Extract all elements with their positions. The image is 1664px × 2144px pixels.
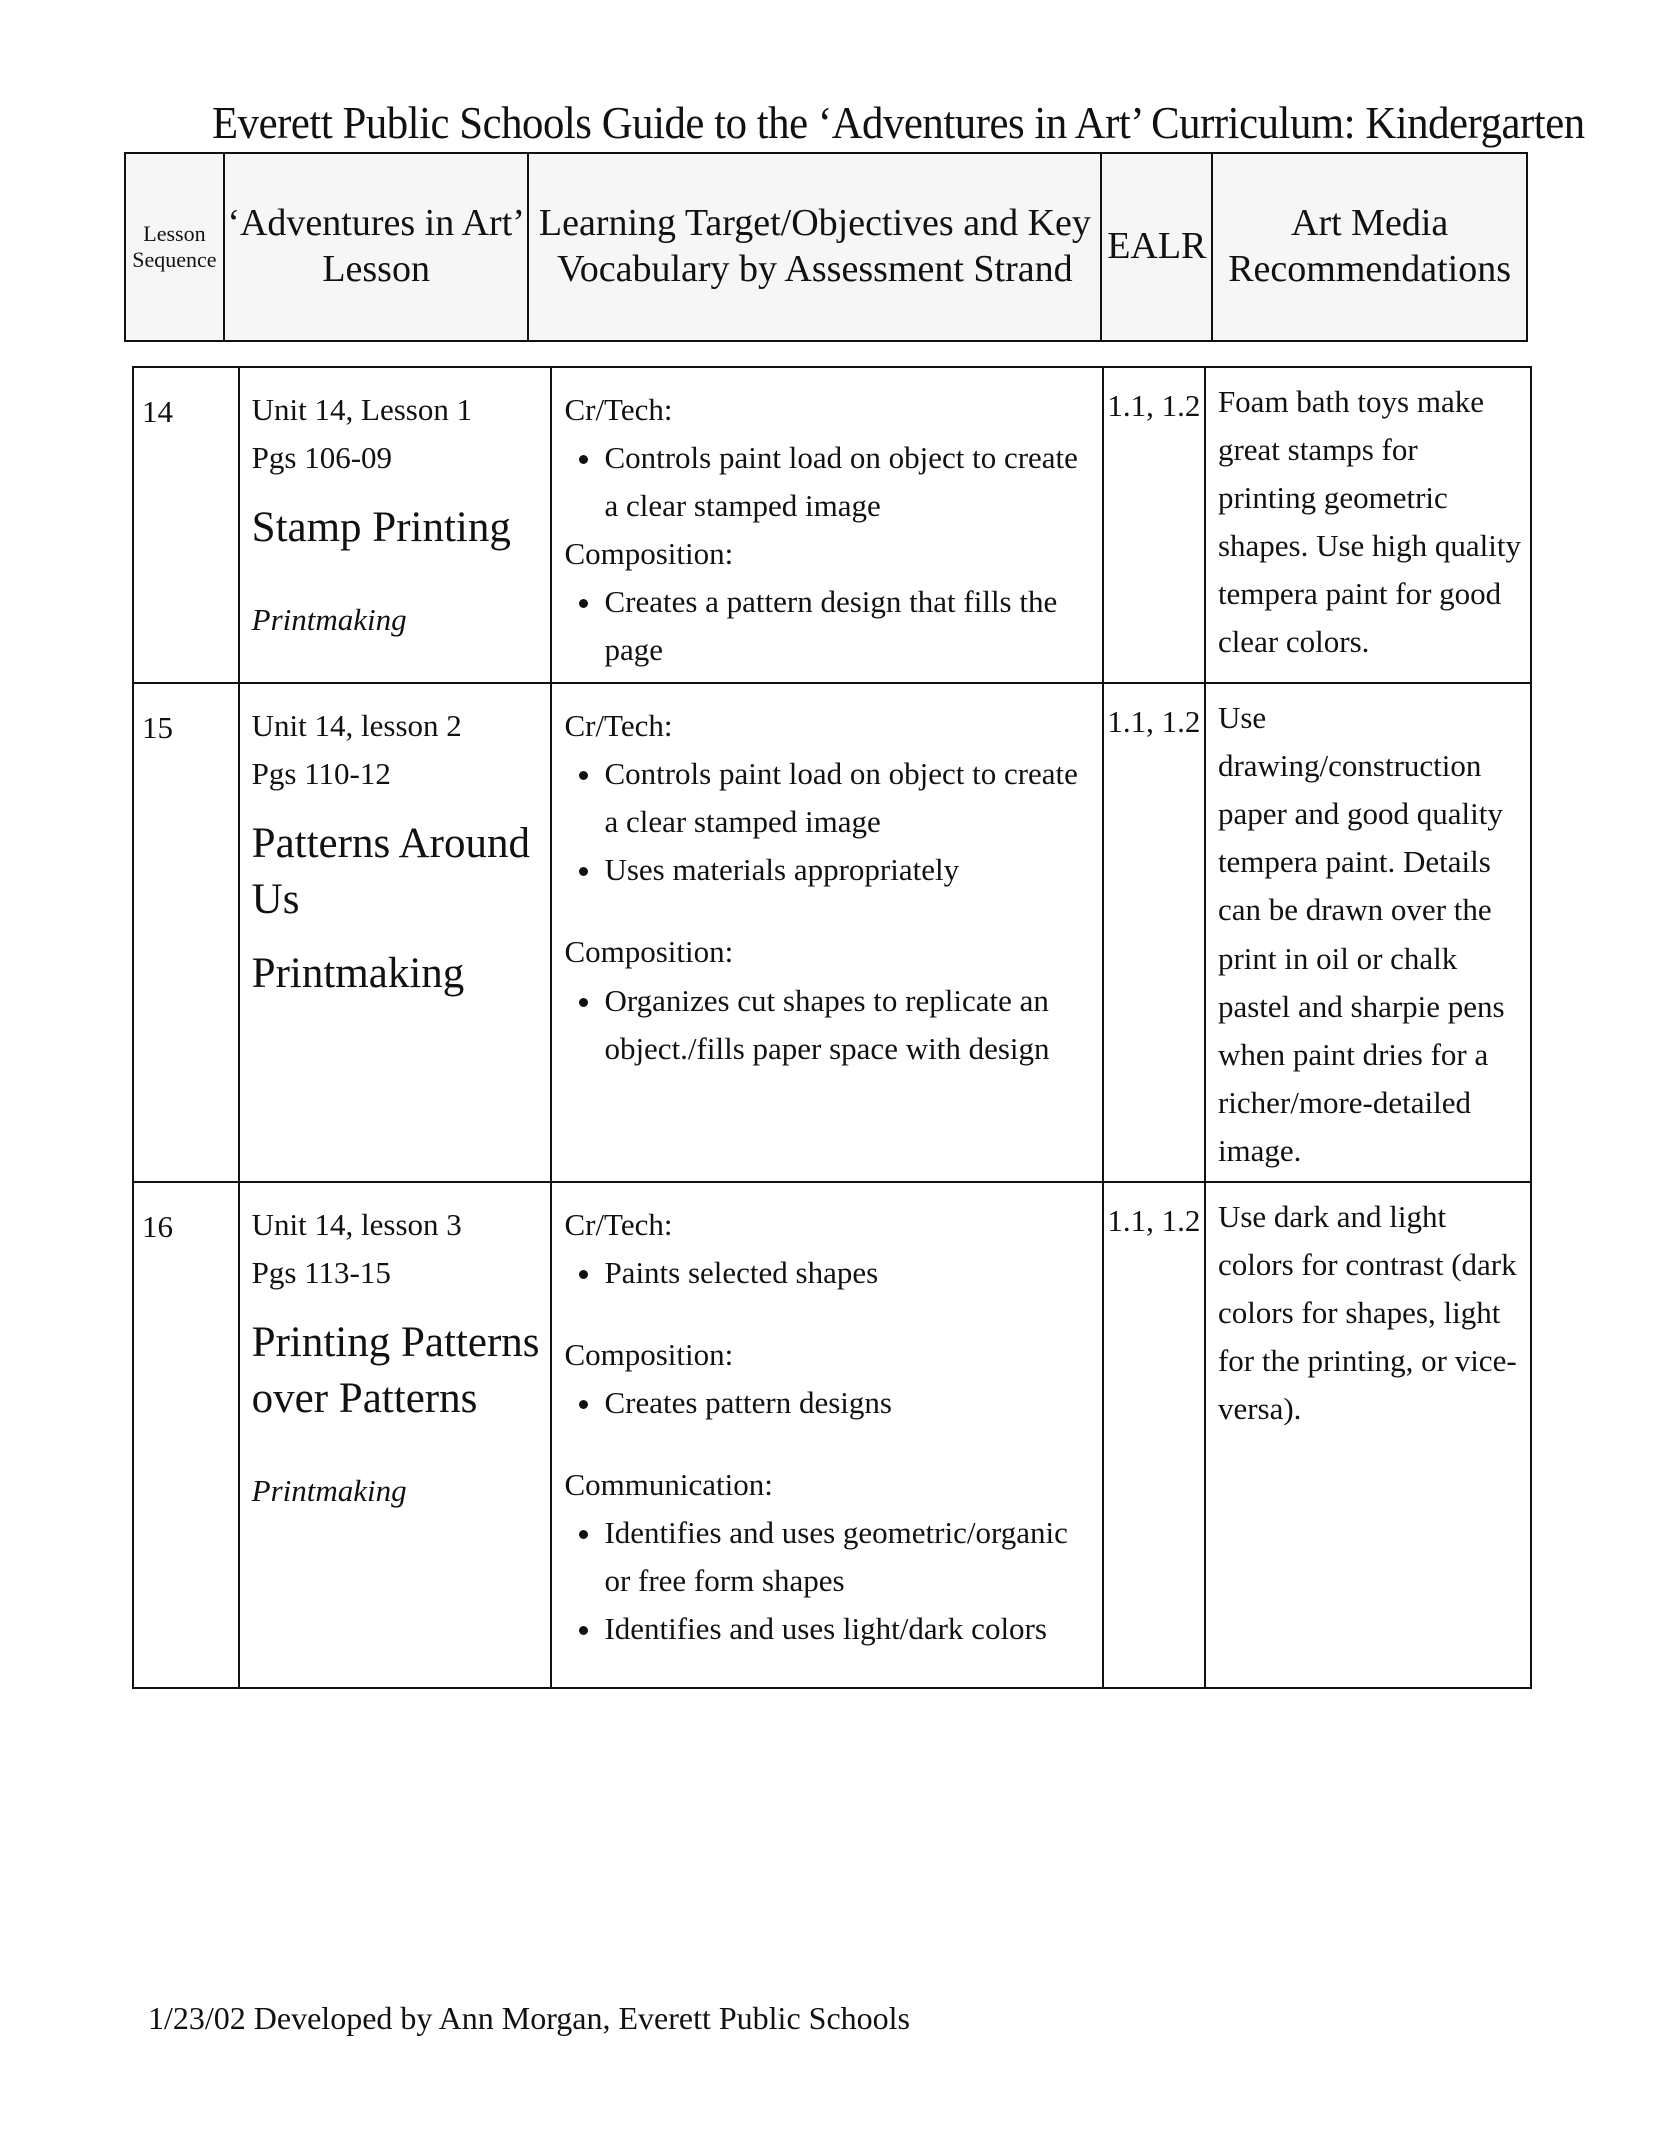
lesson-title: Stamp Printing (251, 504, 511, 552)
medium-label: Printmaking (251, 1472, 407, 1508)
strand-heading: Cr/Tech: (564, 392, 673, 427)
strand-heading: Composition: (564, 1336, 734, 1372)
unit-label: Unit 14, lesson 2 (251, 708, 462, 744)
pages-label: Pgs 106-09 (251, 440, 393, 476)
header-table (124, 152, 1528, 342)
media-cell: Use dark and light colors for contrast (dark colors for shapes, light for the printing, or vice-versa). (1205, 1182, 1531, 1688)
table-row (133, 367, 1531, 683)
footer-note: 1/23/02 Developed by Ann Morgan, Everett Public Schools (148, 2000, 910, 2036)
media-cell: Foam bath toys make great stamps for printing geometric shapes. Use high quality tempera paint for good clear colors. (1205, 367, 1531, 683)
table-row (133, 683, 1531, 1181)
header-media: Art Media Recommendations (1212, 153, 1527, 341)
lesson-number: 14 (133, 367, 239, 683)
objective-list (564, 1249, 1091, 1297)
media-cell: Use drawing/construction paper and good quality tempera paint. Details can be drawn over the print in oil or chalk pastel and sharpie pens when paint dries for a richer/more-detailed image. (1205, 683, 1531, 1181)
objectives-cell (551, 367, 1102, 683)
objective-item: • Creates pattern designs (604, 1379, 1091, 1427)
objective-item: • Controls paint load on object to create a clear stamped image (604, 750, 1091, 846)
pages-label: Pgs 110-12 (251, 756, 391, 792)
ealr-cell: 1.1, 1.2 (1103, 683, 1205, 1181)
medium-label: Printmaking (251, 950, 465, 998)
header-lesson: ‘Adventures in Art’ Lesson (224, 153, 529, 341)
lesson-title: Patterns Around Us (251, 820, 530, 924)
header-ealr: EALR (1101, 153, 1212, 341)
medium-label: Printmaking (251, 601, 407, 637)
objective-item: • Identifies and uses light/dark colors (604, 1605, 1091, 1653)
objective-list (564, 977, 1091, 1073)
strand-heading: Communication: (564, 1466, 773, 1502)
document-title: Everett Public Schools Guide to the ‘Adventures in Art’ Curriculum: Kindergarten (212, 97, 1585, 148)
objectives-cell (551, 1182, 1102, 1688)
ealr-cell: 1.1, 1.2 (1103, 367, 1205, 683)
curriculum-table (132, 366, 1532, 1689)
objective-list (564, 578, 1091, 674)
objective-item: • Organizes cut shapes to replicate an object./fills paper space with design (604, 977, 1091, 1073)
objective-list (564, 750, 1091, 894)
objective-list (564, 1379, 1091, 1427)
lesson-cell (239, 683, 552, 1181)
header-sequence: Lesson Sequence (125, 153, 224, 341)
objective-item: • Creates a pattern design that fills the page (604, 578, 1091, 674)
objectives-cell (551, 683, 1102, 1181)
ealr-cell: 1.1, 1.2 (1103, 1182, 1205, 1688)
objective-item: • Uses materials appropriately (604, 846, 1091, 894)
pages-label: Pgs 113-15 (251, 1254, 391, 1290)
strand-heading: Composition: (564, 934, 734, 970)
objective-list (564, 434, 1091, 530)
objective-item: • Controls paint load on object to create a clear stamped image (604, 434, 1091, 530)
lesson-number: 15 (133, 683, 239, 1181)
lesson-number: 16 (133, 1182, 239, 1688)
strand-heading: Composition: (564, 536, 734, 572)
objective-list (564, 1509, 1091, 1653)
lesson-cell (239, 367, 552, 683)
lesson-title: Printing Patterns over Patterns (251, 1318, 540, 1422)
table-row (133, 1182, 1531, 1688)
lesson-cell (239, 1182, 552, 1688)
strand-heading: Cr/Tech: (564, 1206, 673, 1242)
strand-heading: Cr/Tech: (564, 708, 673, 744)
header-target: Learning Target/Objectives and Key Vocabulary by Assessment Strand (528, 153, 1101, 341)
objective-item: • Paints selected shapes (604, 1249, 1091, 1297)
objective-item: • Identifies and uses geometric/organic or free form shapes (604, 1509, 1091, 1605)
unit-label: Unit 14, lesson 3 (251, 1206, 462, 1242)
unit-label: Unit 14, Lesson 1 (251, 392, 473, 427)
